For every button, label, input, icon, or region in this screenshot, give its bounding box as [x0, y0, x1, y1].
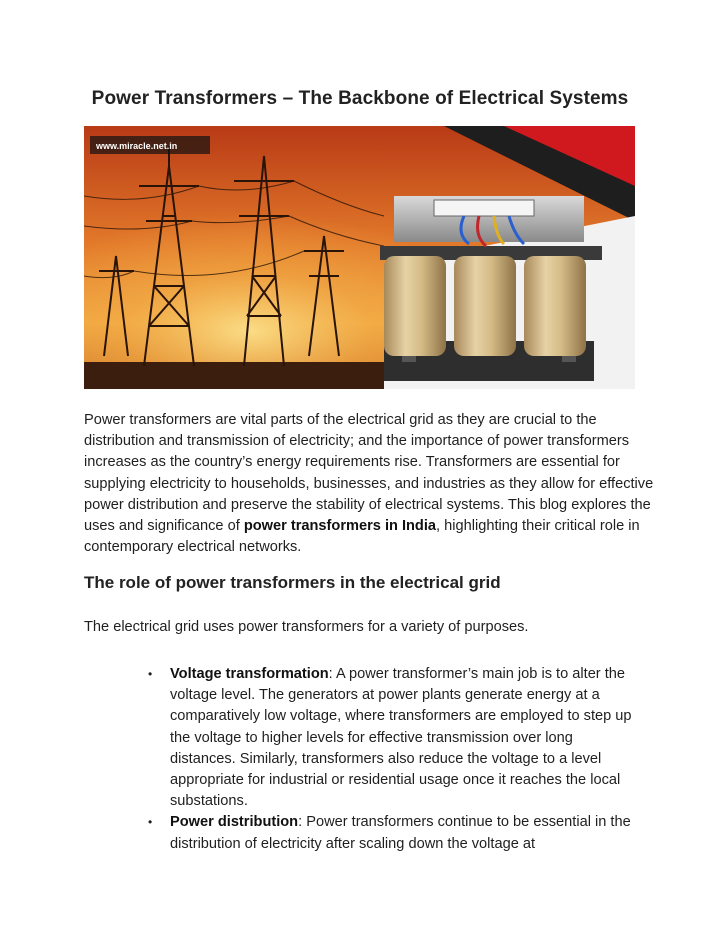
list-item-term: Power distribution	[170, 814, 299, 831]
document-title: Power Transformers – The Backbone of Electrical Systems	[91, 88, 629, 109]
section-intro: The electrical grid uses power transformers for a variety of purposes.	[84, 619, 529, 635]
intro-paragraph	[84, 410, 656, 558]
list-item-text: : Power transformers continue to be essential in the distribution of electricity after scaling down the voltage at	[170, 814, 631, 852]
list-item	[148, 812, 640, 854]
intro-text-1: Power transformers are vital parts of the electrical grid as they are crucial to the distribution and transmission of electricity; and the importance of power transformers increases as the country’s energy requirements rise. Transformers are essential for supplying electricity to households, businesses, and industries as they allow for effective power distribution and preserve the stability of electrical systems. This blog explores the uses and significance of	[84, 412, 654, 535]
watermark-text: www.miracle.net.in	[96, 141, 178, 151]
list-item-text: : A power transformer’s main job is to alter the voltage level. The generators at power plants generate energy at a comparatively low voltage, where transformers are employed to step up the voltage to higher levels for effective transmission over long distances. Similarly, transformers also reduce the voltage to a level appropriate for industrial or residential usage once it reaches the local substations.	[170, 666, 632, 810]
bullet-list	[148, 664, 640, 855]
bullet-marker: •	[148, 667, 153, 681]
intro-text-2: , highlighting their critical role in contemporary electrical networks.	[84, 518, 640, 556]
transformer-illustration	[84, 126, 635, 389]
list-item-term: Voltage transformation	[170, 666, 329, 682]
hero-image	[84, 126, 635, 389]
intro-bold-link: power transformers in India	[243, 518, 437, 535]
section-heading: The role of power transformers in the electrical grid	[84, 573, 501, 592]
bullet-marker: •	[148, 815, 153, 830]
list-item	[148, 664, 640, 812]
